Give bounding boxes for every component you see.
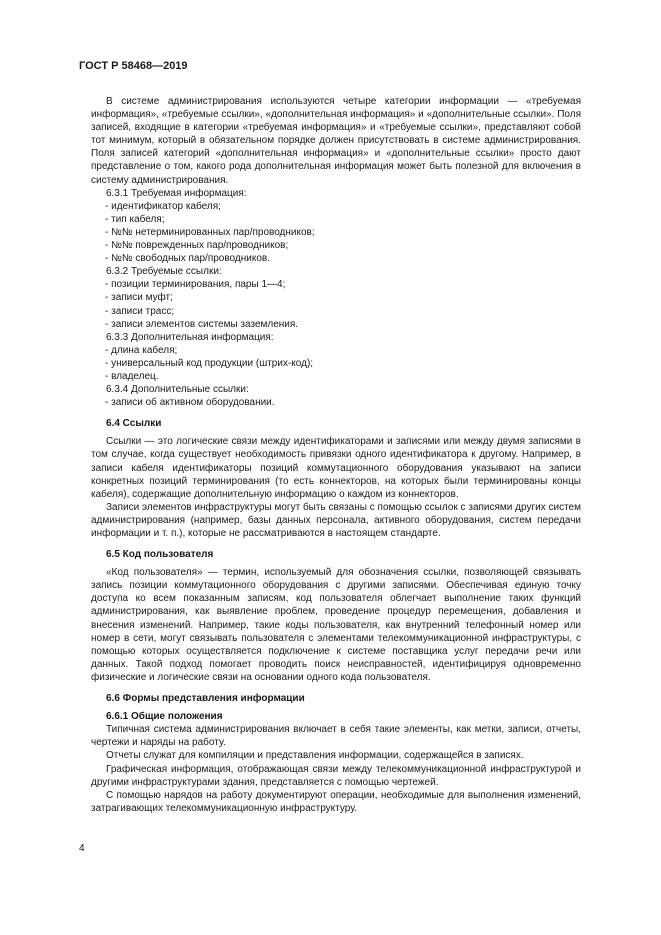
paragraph: Записи элементов инфраструктуры могут быть связаны с помощью ссылок с записями других систем администрирования (например, базы данных персонала, активного оборудования, систем передачи информации и т. п.), которые не рассматриваются в настоящем стандарте. xyxy=(91,501,581,539)
s631-title: 6.3.1 Требуемая информация: xyxy=(106,187,247,199)
paragraph: Графическая информация, отображающая связи между телекоммуникационной инфраструктурой и другими инфраструктурами здания, представляется с помощью чертежей. xyxy=(91,763,581,788)
paragraph: Типичная система администрирования включает в себя такие элементы, как метки, записи, отчеты, чертежи и наряды на работу. xyxy=(91,724,581,749)
list-item: - записи муфт; xyxy=(105,292,173,304)
paragraph: «Код пользователя» — термин, используемый для обозначения ссылки, позволяющей связывать запись позиции коммутационного оборудования с другими записями. Обеспечивая единую точку доступа ко всем показанным записям, код пользователя облегчает выполнение таких функций администрирования, как выявление проблем, проведение процедур перемещения, добавления и внесения изменений. Например, такие коды пользователя, как внутренний телефонный номер или номер в сети, могут связывать пользователя с элементами телекоммуникационной инфраструктуры, с помощью которых осуществляется подключение к системе поставщика услуг передачи речи или данных. Такой подход помогает проводить поиск неисправностей, идентифицируя одновременно физические и логические связи на основании одного кода пользователя. xyxy=(91,567,581,683)
s632-title: 6.3.2 Требуемые ссылки: xyxy=(106,266,222,278)
list-item: - записи трасс; xyxy=(105,305,175,317)
document-code: ГОСТ Р 58468—2019 xyxy=(79,60,188,72)
list-item: - идентификатор кабеля; xyxy=(105,200,221,212)
list-item: - №№ поврежденных пар/проводников; xyxy=(105,240,289,252)
intro-paragraph: В системе администрирования используются четыре категории информации — «требуемая информация», «требуемые ссылки», «дополнительная информация» и «дополнительные ссылки». Поля записей, входящие в категории «требуемая информация» и «требуемые ссылки», представляют собой тот минимум, который в обязательном порядке должен присутствовать в системе администрирования. Поля записей категорий «дополнительная информация» и «дополнительные ссылки» просто дают представление о том, какого рода дополнительная информация может быть полезной для включения в систему администрирования. xyxy=(91,96,581,186)
list-item: - №№ нетерминированных пар/проводников; xyxy=(105,226,315,238)
list-item: - длина кабеля; xyxy=(105,344,178,356)
list-item: - записи об активном оборудовании. xyxy=(105,397,275,409)
subsection-heading-6-6-1: 6.6.1 Общие положения xyxy=(106,711,223,723)
s634-title: 6.3.4 Дополнительные ссылки: xyxy=(106,384,249,396)
list-item: - позиции терминирования, пары 1—4; xyxy=(105,279,286,291)
list-item: - универсальный код продукции (штрих-код); xyxy=(105,357,314,369)
page-number: 4 xyxy=(79,843,85,854)
paragraph: Отчеты служат для компиляции и представления информации, содержащейся в записях. xyxy=(106,750,524,762)
list-item: - владелец. xyxy=(105,370,159,382)
paragraph: Ссылки — это логические связи между идентификаторами и записями или между двумя записями в том случае, когда существует необходимость привязки одного идентификатора к другому. Например, в записи кабеля идентификаторы позиций коммутационного оборудования указывают на записи конкретных позиций терминирования (то есть коннекторов, на которых были терминированы концы кабеля), содержащие дополнительную информацию о каждом из коннекторов. xyxy=(91,436,581,500)
list-item: - №№ свободных пар/проводников. xyxy=(105,253,270,265)
document-body xyxy=(91,95,581,815)
list-item: - записи элементов системы заземления. xyxy=(105,318,299,330)
section-heading-6-6: 6.6 Формы представления информации xyxy=(106,693,305,705)
s633-title: 6.3.3 Дополнительная информация: xyxy=(106,331,274,343)
section-heading-6-4: 6.4 Ссылки xyxy=(106,418,162,430)
paragraph: С помощью нарядов на работу документируют операции, необходимые для выполнения изменений, затрагивающих телекоммуникационную инфраструктуру. xyxy=(91,789,581,814)
list-item: - тип кабеля; xyxy=(105,213,165,225)
section-heading-6-5: 6.5 Код пользователя xyxy=(106,549,214,561)
